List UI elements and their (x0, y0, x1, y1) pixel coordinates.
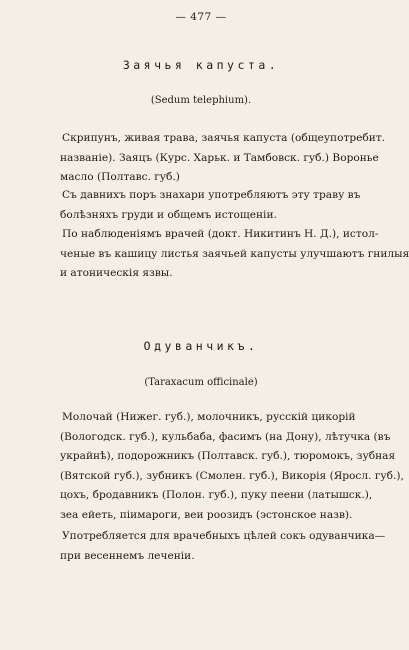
paragraph-folk-names (60, 408, 404, 525)
text-line: Употребляется для врачебныхъ цѣлей сокъ одуванчика— (62, 530, 386, 542)
paragraph-usage (60, 186, 370, 225)
section-title-oduvanchik: Одуванчикъ. (143, 339, 259, 353)
text-line: и атоническія язвы. (60, 267, 173, 279)
text-line: (Вятской губ.), зубникъ (Смолен. губ.), Викорія (Яросл. губ.), (60, 469, 404, 482)
text-line: ченые въ кашицу листья заячьей капусты улучшаютъ гнилыя (60, 247, 409, 260)
latin-name-sedum: (Sedum telephium). (150, 95, 252, 106)
text-line: украйнѣ), подорожникъ (Полтавск. губ.), тюромокъ, зубная (60, 450, 396, 462)
text-line: цохъ, бродавникъ (Полон. губ.), пуку пеени (латышск.), (60, 489, 373, 501)
text-line: Молочай (Нижег. губ.), молочникъ, русскій цикорій (62, 411, 356, 423)
paragraph-dandelion-usage (60, 527, 386, 566)
page-number: — 477 — (175, 11, 227, 23)
text-line: болѣзняхъ груди и общемъ истощеніи. (60, 208, 277, 221)
paragraph-names (60, 129, 386, 188)
text-line: (Вологодск. губ.), кульбаба, фасимъ (на Дону), лѣтучка (въ (60, 430, 391, 443)
text-line: По наблюденіямъ врачей (докт. Никитинъ Н. Д.), истол- (62, 228, 379, 240)
text-line: названіе). Заяцъ (Курс. Харьк. и Тамбовск. губ.) Воронье (60, 151, 379, 164)
text-line: при весеннемъ леченіи. (60, 549, 195, 562)
section-title-zayachya-kapusta: Заячья капуста. (122, 58, 280, 72)
text-line: Скрипунъ, живая трава, заячья капуста (общеупотребит. (62, 132, 386, 144)
text-line: зеа ейеть, піимароги, веи роозидъ (эстонское назв). (60, 508, 353, 521)
paragraph-observations (60, 225, 409, 284)
latin-name-taraxacum: (Taraxacum officinale) (144, 377, 258, 388)
text-line: масло (Полтавс. губ.) (60, 171, 180, 183)
text-line: Съ давнихъ поръ знахари употребляютъ эту траву въ (62, 189, 361, 201)
